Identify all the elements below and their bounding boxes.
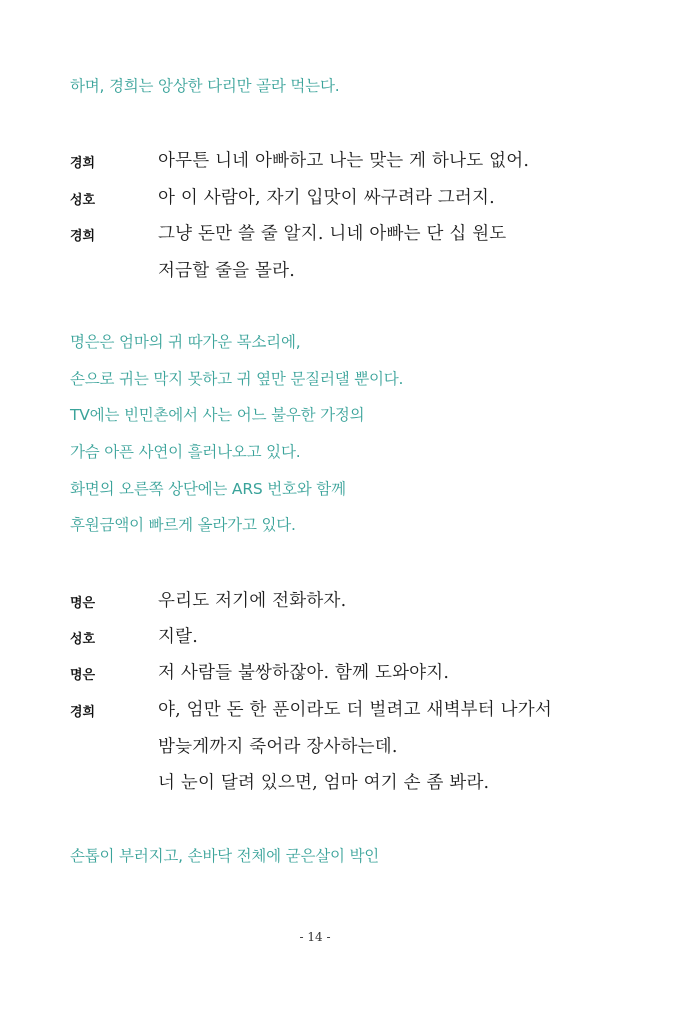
dialogue-line: 아무튼 니네 아빠하고 나는 맞는 게 하나도 없어. [158, 151, 530, 171]
speaker-name: 경희 [70, 705, 96, 720]
stage-direction: 하며, 경희는 앙상한 다리만 골라 먹는다. [70, 77, 340, 95]
speaker-name: 경희 [70, 156, 96, 171]
speaker-name: 경희 [70, 229, 96, 244]
dialogue-line: 아 이 사람아, 자기 입맛이 싸구려라 그러지. [158, 188, 495, 208]
stage-direction: 가슴 아픈 사연이 흘러나오고 있다. [70, 443, 301, 461]
dialogue-line: 저 사람들 불쌍하잖아. 함께 도와야지. [158, 663, 450, 683]
dialogue-line: 야, 엄만 돈 한 푼이라도 더 벌려고 새벽부터 나가서 [158, 700, 552, 720]
stage-direction: 후원금액이 빠르게 올라가고 있다. [70, 516, 296, 534]
speaker-name: 명은 [70, 596, 96, 611]
stage-direction: TV에는 빈민촌에서 사는 어느 불우한 가정의 [70, 406, 365, 424]
dialogue-line: 밤늦게까지 죽어라 장사하는데. [158, 737, 398, 757]
page-number: - 14 - [299, 930, 331, 944]
stage-direction: 명은은 엄마의 귀 따가운 목소리에, [70, 333, 301, 351]
dialogue-line: 저금할 줄을 몰라. [158, 261, 296, 281]
stage-direction: 손으로 귀는 막지 못하고 귀 옆만 문질러댈 뿐이다. [70, 370, 404, 388]
dialogue-line: 그냥 돈만 쓸 줄 알지. 니네 아빠는 단 십 원도 [158, 224, 507, 244]
speaker-name: 성호 [70, 193, 96, 208]
speaker-name: 성호 [70, 632, 96, 647]
dialogue-line: 너 눈이 달려 있으면, 엄마 여기 손 좀 봐라. [158, 773, 490, 793]
dialogue-line: 지랄. [158, 627, 198, 647]
speaker-name: 명은 [70, 668, 96, 683]
stage-direction: 화면의 오른쪽 상단에는 ARS 번호와 함께 [70, 480, 346, 498]
dialogue-line: 우리도 저기에 전화하자. [158, 591, 347, 611]
stage-direction: 손톱이 부러지고, 손바닥 전체에 굳은살이 박인 [70, 847, 380, 865]
